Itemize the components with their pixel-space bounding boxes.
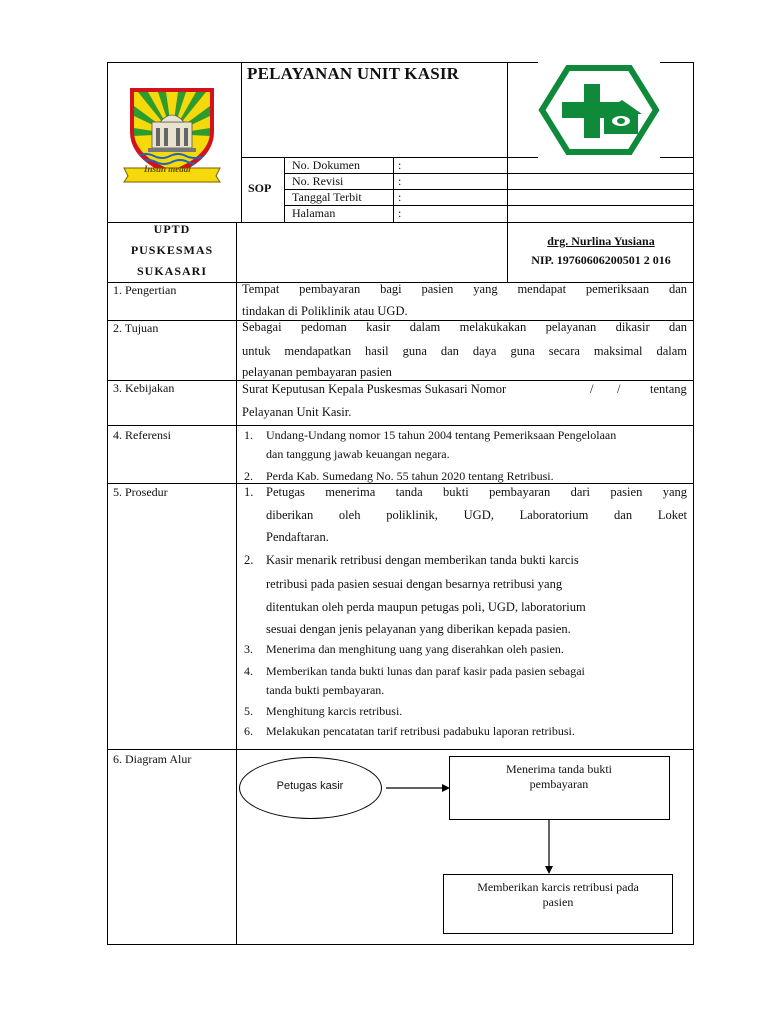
prosedur-num-3: 3.: [244, 642, 253, 656]
flow-arrow-right-icon: [382, 780, 452, 796]
org-line-puskesmas: PUSKESMAS: [130, 243, 214, 257]
referensi-num-2: 2.: [244, 469, 253, 483]
prosedur-item-2-line-2: retribusi pada pasien sesuai dengan besarnya retribusi yang: [266, 577, 563, 591]
prosedur-item-1-line-2: diberikan oleh poliklinik, UGD, Laboratorium dan Loket: [266, 508, 687, 522]
section-label-kebijakan: 3. Kebijakan: [113, 381, 175, 395]
header-divider-logo: [241, 62, 242, 222]
prosedur-item-1-line-1: Petugas menerima tanda bukti pembayaran dari pasien yang: [266, 485, 687, 499]
meta-label-no-revisi: No. Revisi: [292, 174, 344, 188]
prosedur-item-1-line-3: Pendaftaran.: [266, 530, 329, 544]
prosedur-item-2-line-3: ditentukan oleh perda maupun petugas poli, UGD, laboratorium: [266, 600, 586, 614]
prosedur-num-6: 6.: [244, 724, 253, 738]
flow-box-menerima-line-2: pembayaran: [529, 777, 589, 791]
pengertian-line-2: tindakan di Poliklinik atau UGD.: [242, 304, 408, 318]
kebijakan-tentang: tentang: [650, 382, 687, 396]
meta-label-tanggal-terbit: Tanggal Terbit: [292, 190, 362, 204]
referensi-item-1-line-1: Undang-Undang nomor 15 tahun 2004 tentang Pemeriksaan Pengelolaan: [266, 428, 617, 442]
pengertian-line-1: Tempat pembayaran bagi pasien yang mendapat pemeriksaan dan: [242, 282, 687, 296]
flow-start-ellipse: [239, 757, 382, 819]
meta-row-line-1: [284, 173, 693, 174]
flow-arrow-down-icon: [542, 820, 556, 876]
flow-box-memberikan-line-2: pasien: [542, 895, 574, 909]
flow-box-memberikan: [443, 874, 673, 934]
regency-logo: [122, 84, 222, 184]
org-line-uptd: UPTD: [153, 222, 191, 236]
flow-box-memberikan-line-1: Memberikan karcis retribusi pada: [477, 880, 639, 894]
prosedur-num-5: 5.: [244, 704, 253, 718]
section-label-referensi: 4. Referensi: [113, 428, 171, 442]
flow-box-menerima-line-1: Menerima tanda bukti: [506, 762, 612, 776]
section-label-prosedur: 5. Prosedur: [113, 485, 168, 499]
prosedur-item-6-line-1: Melakukan pencatatan tarif retribusi padabuku laporan retribusi.: [266, 724, 575, 738]
page-title: PELAYANAN UNIT KASIR: [247, 64, 460, 83]
section-label-pengertian: 1. Pengertian: [113, 283, 177, 297]
row-line-kebijakan: [107, 425, 694, 426]
puskesmas-logo: [538, 62, 660, 158]
org-line-sukasari: SUKASARI: [136, 264, 207, 278]
logo-banner-text: Insun medal: [144, 164, 191, 174]
meta-colon: :: [398, 158, 402, 172]
kebijakan-line-2: Pelayanan Unit Kasir.: [242, 405, 352, 419]
org-divider-right: [507, 222, 508, 282]
section-label-tujuan: 2. Tujuan: [113, 321, 159, 335]
meta-colon: :: [398, 190, 402, 204]
referensi-item-1-line-2: dan tanggung jawab keuangan negara.: [266, 447, 450, 461]
prosedur-num-4: 4.: [244, 664, 253, 678]
tujuan-line-2: untuk mendapatkan hasil guna dan daya guna secara maksimal dalam: [242, 344, 687, 358]
signer-nip: NIP. 19760606200501 2 016: [531, 253, 671, 267]
meta-label-halaman: Halaman: [292, 206, 336, 220]
flow-start-label: Petugas kasir: [276, 780, 344, 792]
prosedur-item-2-line-1: Kasir menarik retribusi dengan memberikan tanda bukti karcis: [266, 553, 579, 567]
header-divider-right: [507, 62, 508, 222]
prosedur-item-3-line-1: Menerima dan menghitung uang yang diserahkan oleh pasien.: [266, 642, 564, 656]
tujuan-line-1: Sebagai pedoman kasir dalam melakukakan pelayanan dikasir dan: [242, 320, 687, 334]
referensi-item-2-line-1: Perda Kab. Sumedang No. 55 tahun 2020 tentang Retribusi.: [266, 469, 554, 483]
sop-label: SOP: [248, 181, 272, 195]
section-label-diagram-alur: 6. Diagram Alur: [113, 752, 192, 766]
org-divider-left: [236, 222, 237, 282]
prosedur-item-5-line-1: Menghitung karcis retribusi.: [266, 704, 403, 718]
prosedur-item-2-line-4: sesuai dengan jenis pelayanan yang diberikan kepada pasien.: [266, 622, 571, 636]
tujuan-line-3: pelayanan pembayaran pasien: [242, 365, 392, 379]
prosedur-item-4-line-1: Memberikan tanda bukti lunas dan paraf kasir pada pasien sebagai: [266, 664, 585, 678]
table-border-right: [693, 62, 694, 945]
meta-row-line-3: [284, 205, 693, 206]
meta-colon: :: [398, 206, 402, 220]
meta-colon: :: [398, 174, 402, 188]
referensi-num-1: 1.: [244, 428, 253, 442]
meta-label-no-dokumen: No. Dokumen: [292, 158, 360, 172]
row-line-prosedur: [107, 749, 694, 750]
flow-box-menerima: [449, 756, 670, 820]
label-column-divider: [236, 282, 237, 945]
prosedur-num-1: 1.: [244, 485, 254, 499]
kebijakan-slash-2: /: [617, 382, 621, 396]
kebijakan-line-1a: Surat Keputusan Kepala Puskesmas Sukasari Nomor: [242, 382, 507, 396]
table-border-bottom: [107, 944, 694, 945]
kebijakan-slash-1: /: [590, 382, 594, 396]
prosedur-num-2: 2.: [244, 553, 254, 567]
prosedur-item-4-line-2: tanda bukti pembayaran.: [266, 683, 385, 697]
signer-name: drg. Nurlina Yusiana: [547, 234, 655, 248]
puskesmas-hexagon-cross-icon: [538, 62, 660, 158]
table-border-left: [107, 62, 108, 945]
